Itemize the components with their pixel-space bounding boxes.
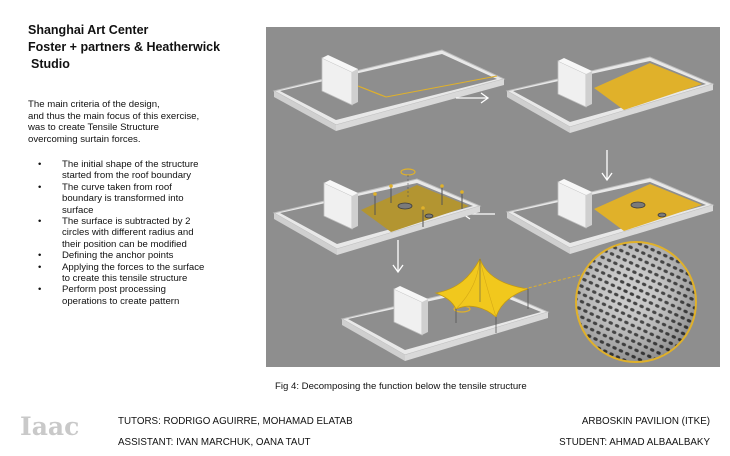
step-4-model: [274, 169, 480, 255]
assistant-credit: ASSISTANT: IVAN MARCHUK, OANA TAUT: [118, 437, 311, 448]
intro-line-1: The main criteria of the design,: [28, 99, 160, 110]
bullet-marker: •: [38, 284, 42, 296]
intro-line-4: overcoming surtain forces.: [28, 133, 141, 145]
list-item-line: to create this tensile structure: [62, 273, 188, 285]
step-2-model: [507, 57, 713, 133]
title-line-3: Studio: [31, 57, 70, 71]
list-item-line: Perform post processing: [62, 284, 166, 296]
list-item-line: The curve taken from roof: [62, 181, 172, 193]
list-item-line: started from the roof boundary: [62, 170, 192, 182]
bullet-marker: •: [38, 250, 42, 262]
bullet-marker: •: [38, 159, 42, 170]
list-item-line: surface: [62, 204, 94, 216]
list-item-line: Applying the forces to the surface: [62, 261, 205, 273]
list-item-line: circles with different radius and: [62, 227, 194, 239]
list-item: [28, 182, 253, 216]
list-item-line: The surface is subtracted by 2: [62, 216, 191, 228]
pavilion-title: ARBOSKIN PAVILION (ITKE): [581, 416, 710, 427]
title-line-1: Shanghai Art Center: [28, 23, 149, 37]
list-item-line: their position can be modified: [62, 238, 187, 250]
steps-list: [28, 159, 253, 307]
diagram-figure: [266, 27, 720, 367]
list-item: [28, 262, 253, 285]
step-3-model: [507, 178, 713, 254]
bullet-marker: •: [38, 216, 42, 228]
list-item: [28, 159, 253, 182]
step-1-model: [274, 50, 504, 131]
list-item-line: Defining the anchor points: [62, 250, 174, 262]
bullet-marker: •: [38, 181, 42, 193]
list-item: [28, 216, 253, 250]
title-line-2: Foster + partners & Heatherwick: [28, 40, 221, 54]
list-item-line: The initial shape of the structure: [62, 159, 199, 170]
list-item-line: operations to create pattern: [62, 295, 180, 307]
tutors-credit: TUTORS: RODRIGO AGUIRRE, MOHAMAD ELATAB: [118, 416, 353, 427]
intro-paragraph: [28, 99, 258, 145]
list-item-line: boundary is transformed into: [62, 193, 184, 205]
list-item: [28, 250, 253, 261]
figure-caption: Fig 4: Decomposing the function below the tensile structure: [275, 381, 527, 392]
arrow-down-icon-left: [393, 240, 403, 272]
arrow-down-icon: [602, 150, 612, 180]
process-diagram: [266, 27, 720, 367]
page-title: [28, 22, 248, 73]
step-5-model: [342, 259, 580, 361]
list-item: [28, 284, 253, 307]
student-credit: STUDENT: AHMAD ALBAALBAKY: [559, 437, 710, 448]
intro-line-2: and thus the main focus of this exercise,: [28, 110, 200, 122]
iaac-logo: Iaac: [20, 412, 80, 441]
pattern-detail-sphere: [576, 242, 696, 362]
intro-line-3: was to create Tensile Structure: [28, 122, 159, 134]
bullet-marker: •: [38, 261, 42, 273]
